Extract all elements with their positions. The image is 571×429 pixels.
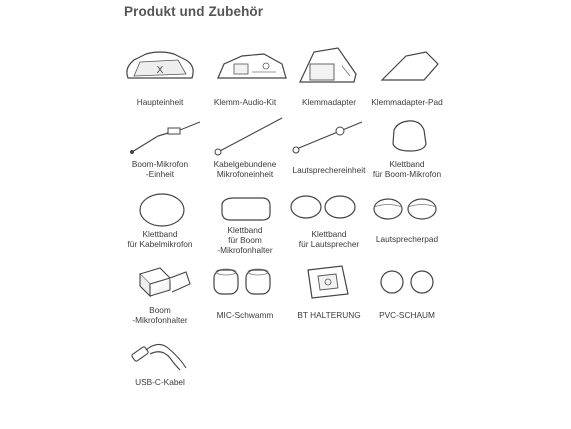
item-label-pvc-schaum: PVC-SCHAUM (379, 310, 435, 320)
svg-text:X: X (156, 65, 164, 76)
pvc-foam-image (378, 268, 436, 296)
velcro-boom-holder-image (218, 196, 274, 222)
speaker-pad-image (372, 196, 442, 222)
item-label-klettband-boom-mikrofon: Klettband für Boom-Mikrofon (372, 159, 442, 179)
boom-mic-unit-image (128, 118, 202, 154)
item-label-klemmadapter: Klemmadapter (302, 97, 356, 107)
page-title: Produkt und Zubehör (124, 4, 264, 19)
item-label-kabelgebundene-mikrofoneinheit: Kabelgebundene Mikrofoneinheit (213, 159, 277, 179)
usb-c-cable-image (128, 338, 190, 372)
item-label-lautsprechereinheit: Lautsprechereinheit (292, 165, 366, 175)
item-label-lautsprecherpad: Lautsprecherpad (375, 234, 439, 244)
clamp-adapter-pad-image (380, 50, 440, 84)
clamp-adapter-image (298, 46, 360, 86)
mic-sponge-image (212, 266, 274, 298)
item-label-klettband-lautsprecher: Klettband für Lautsprecher (298, 229, 360, 249)
velcro-speaker-image (290, 194, 362, 220)
velcro-boom-mic-image (388, 118, 430, 154)
wired-mic-unit-image (212, 116, 284, 156)
main-unit-image (120, 48, 200, 86)
item-label-klettband-boom-mikrofonhalter: Klettband für Boom -Mikrofonhalter (217, 225, 273, 255)
boom-mic-holder-image (136, 264, 192, 300)
item-label-klettband-kabelmikrofon: Klettband für Kabelmikrofon (127, 229, 193, 249)
speaker-unit-image (290, 118, 364, 154)
item-label-bt-halterung: BT HALTERUNG (297, 310, 361, 320)
item-label-mic-schwamm: MIC-Schwamm (216, 310, 274, 320)
item-label-klemm-audio-kit: Klemm-Audio-Kit (213, 97, 277, 107)
item-label-boom-mikrofon-einheit: Boom-Mikrofon -Einheit (131, 159, 189, 179)
bt-mount-image (302, 264, 352, 300)
clamp-audio-kit-image (212, 48, 292, 86)
item-label-haupteinheit: Haupteinheit (136, 97, 184, 107)
item-label-klemmadapter-pad: Klemmadapter-Pad (371, 97, 443, 107)
item-label-usb-c-kabel: USB-C-Kabel (135, 377, 185, 387)
item-label-boom-mikrofonhalter: Boom -Mikrofonhalter (132, 305, 188, 325)
velcro-cable-mic-image (138, 192, 188, 228)
